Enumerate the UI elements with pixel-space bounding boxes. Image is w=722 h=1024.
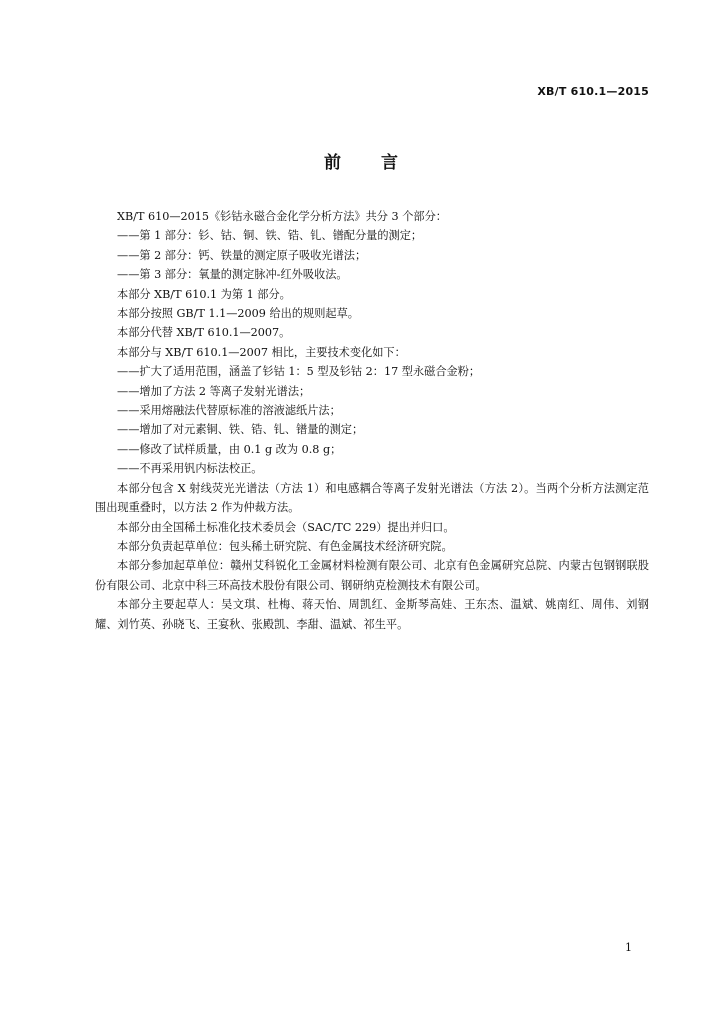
list-item-part-1: ——第 1 部分：钐、钴、铜、铁、锆、钆、镨配分量的测定；	[117, 229, 423, 243]
foreword-body	[95, 207, 649, 634]
paragraph-methods: 本部分包含 X 射线荧光光谱法（方法 1）和电感耦合等离子发射光谱法（方法 2）。当两个分析方法测定范围出现重叠时，以方法 2 作为仲裁方法。	[95, 481, 649, 515]
standard-code-header: XB/T 610.1—2015	[537, 85, 649, 98]
paragraph-drafters: 本部分主要起草人：吴文琪、杜梅、蒋天怡、周凯红、金斯琴高娃、王东杰、温斌、姚南红、周伟、刘钢耀、刘竹英、孙晓飞、王宴秋、张殿凯、李甜、温斌、祁生平。	[95, 598, 649, 631]
list-item-change-4: ——增加了对元素铜、铁、锆、钆、镨量的测定；	[117, 423, 364, 437]
list-item-change-2: ——增加了方法 2 等离子发射光谱法；	[117, 384, 311, 398]
list-item-change-3: ——采用熔融法代替原标准的溶液滤纸片法；	[117, 404, 341, 418]
list-item-change-1: ——扩大了适用范围，涵盖了钐钴 1：5 型及钐钴 2：17 型永磁合金粉；	[117, 365, 481, 379]
page-title-char-1: 前	[324, 153, 341, 173]
paragraph-responsible-units: 本部分负责起草单位：包头稀土研究院、有色金属技术经济研究院。	[117, 539, 453, 553]
paragraph-changes-intro: 本部分与 XB/T 610.1—2007 相比，主要技术变化如下：	[117, 345, 406, 359]
paragraph-part-statement: 本部分 XB/T 610.1 为第 1 部分。	[117, 287, 291, 301]
paragraph-intro: XB/T 610—2015《钐钴永磁合金化学分析方法》共分 3 个部分：	[117, 210, 447, 223]
list-item-part-3: ——第 3 部分：氧量的测定脉冲-红外吸收法。	[117, 268, 348, 282]
list-item-part-2: ——第 2 部分：钙、铁量的测定原子吸收光谱法；	[117, 248, 367, 262]
page-title	[0, 148, 722, 173]
list-item-change-6: ——不再采用钒内标法校正。	[117, 462, 263, 476]
paragraph-proposer: 本部分由全国稀土标准化技术委员会（SAC/TC 229）提出并归口。	[117, 520, 455, 534]
page-title-char-2: 言	[381, 153, 398, 173]
paragraph-replaces: 本部分代替 XB/T 610.1—2007。	[117, 326, 291, 340]
page-number: 1	[625, 941, 632, 954]
paragraph-drafting-rules: 本部分按照 GB/T 1.1—2009 给出的规则起草。	[117, 307, 359, 321]
list-item-change-5: ——修改了试样质量，由 0.1 g 改为 0.8 g；	[117, 442, 342, 456]
paragraph-participating-units: 本部分参加起草单位：赣州艾科锐化工金属材料检测有限公司、北京有色金属研究总院、内蒙古包钢钢联股份有限公司、北京中科三环高技术股份有限公司、钢研纳克检测技术有限公司。	[95, 559, 649, 592]
